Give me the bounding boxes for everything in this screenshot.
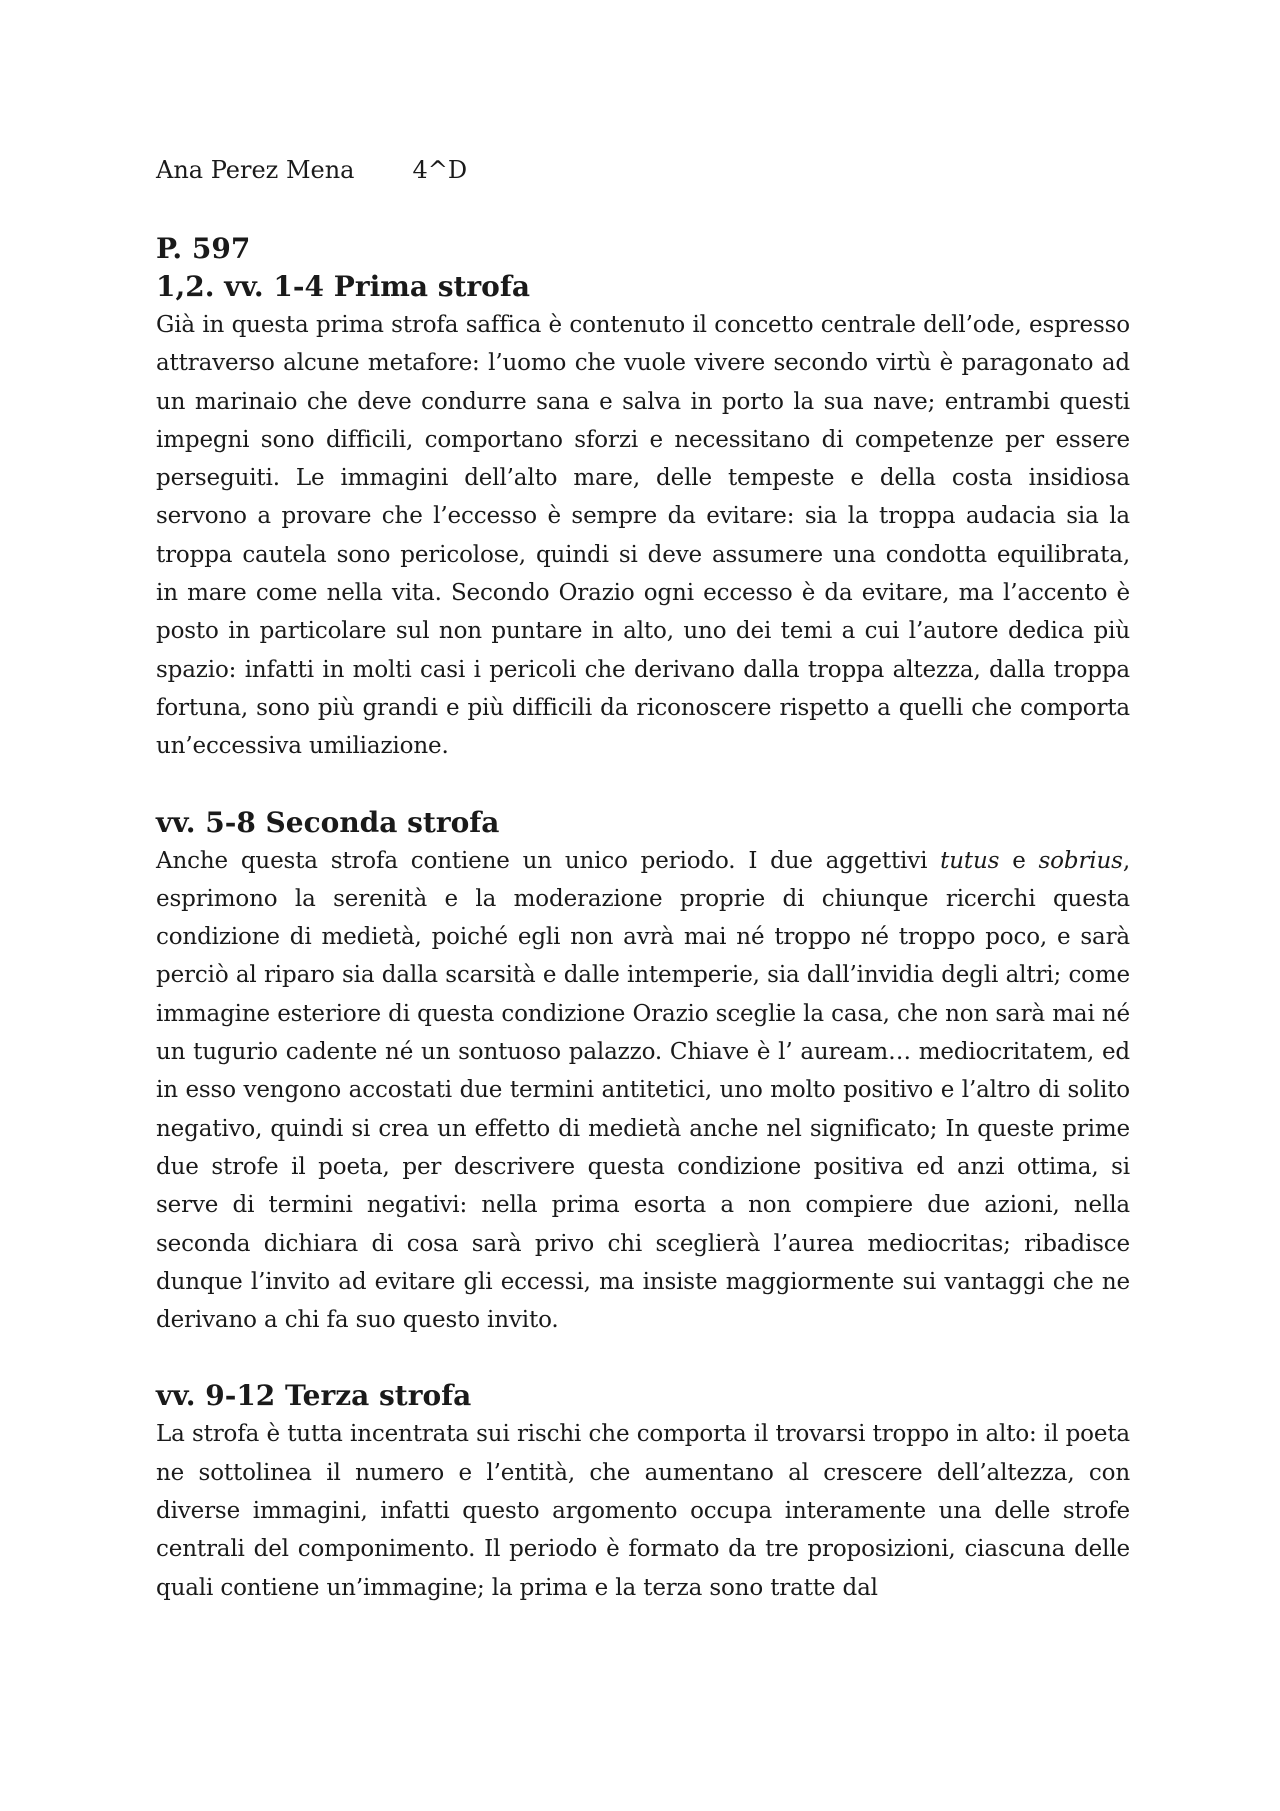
class-label: 4^D <box>412 156 468 184</box>
section-body <box>156 842 1130 1340</box>
italic-term-sobrius: sobrius <box>1038 847 1123 874</box>
page-reference: P. 597 <box>156 232 251 265</box>
section-body: La strofa è tutta incentrata sui rischi che comporta il trovarsi troppo in alto: il poeta ne sottolinea il numero e l’entità, che aumentano al crescere dell’altezza, con diverse immagini, infatti questo argomento occupa interamente una delle strofe centrali del componimento. Il periodo è formato da tre proposizioni, ciascuna delle quali contiene un’immagine; la prima e la terza sono tratte dal <box>156 1421 1130 1601</box>
section-prima-strofa <box>156 268 1130 766</box>
body-text: , esprimono la serenità e la moderazione proprie di chiunque ricerchi questa condizione di medietà, poiché egli non avrà mai né troppo né troppo poco, e sarà perciò al riparo sia dalla scarsità e dalle intemperie, sia dall’invidia degli altri; come immagine esteriore di questa condizione Orazio sceglie la casa, che non sarà mai né un tugurio cadente né un sontuoso palazzo. Chiave è l’ aurea​m… mediocritatem, ed in esso vengono accostati due termini antitetici, uno molto positivo e l’altro di solito negativo, quindi si crea un effetto di medietà anche nel significato; In queste prime due strofe il poeta, per descrivere questa condizione positiva ed anzi ottima, si serve di termini negativi: nella prima esorta a non compiere due azioni, nella seconda dichiara di cosa sarà privo chi sceglierà l’aurea mediocritas; ribadisce dunque l’invito ad evitare gli eccessi, ma insiste maggiormente sui vantaggi che ne derivano a chi fa suo questo invito. <box>156 847 1130 1334</box>
italic-term-tutus: tutus <box>940 847 1000 874</box>
section-title: 1,2. vv. 1-4 Prima strofa <box>156 270 531 303</box>
body-text: e <box>999 847 1039 874</box>
body-text: Anche questa strofa contiene un unico periodo. I due aggettivi <box>156 847 941 874</box>
section-body: Già in questa prima strofa saffica è contenuto il concetto centrale dell’ode, espresso attraverso alcune metafore: l’uomo che vuole vivere secondo virtù è paragonato ad un marinaio che deve condurre sana e salva in porto la sua nave; entrambi questi impegni sono difficili, comportano sforzi e necessitano di competenze per essere perseguiti. Le immagini dell’alto mare, delle tempeste e della costa insidiosa servono a provare che l’eccesso è sempre da evitare: sia la troppa audacia sia la troppa cautela sono pericolose, quindi si deve assumere una condotta equilibrata, in mare come nella vita. Secondo Orazio ogni eccesso è da evitare, ma l’accento è posto in particolare sul non puntare in alto, uno dei temi a cui l’autore dedica più spazio: infatti in molti casi i pericoli che derivano dalla troppa altezza, dalla troppa fortuna, sono più grandi e più difficili da riconoscere rispetto a quelli che comporta un’eccessiva umiliazione. <box>156 312 1130 760</box>
author-line <box>156 150 1130 190</box>
section-title: vv. 5-8 Seconda strofa <box>156 805 500 839</box>
author-name: Ana Perez Mena <box>156 156 355 184</box>
section-title: vv. 9-12 Terza strofa <box>156 1379 472 1413</box>
section-terza-strofa <box>156 1377 1130 1606</box>
document-page <box>156 150 1130 1645</box>
section-seconda-strofa <box>156 804 1130 1340</box>
